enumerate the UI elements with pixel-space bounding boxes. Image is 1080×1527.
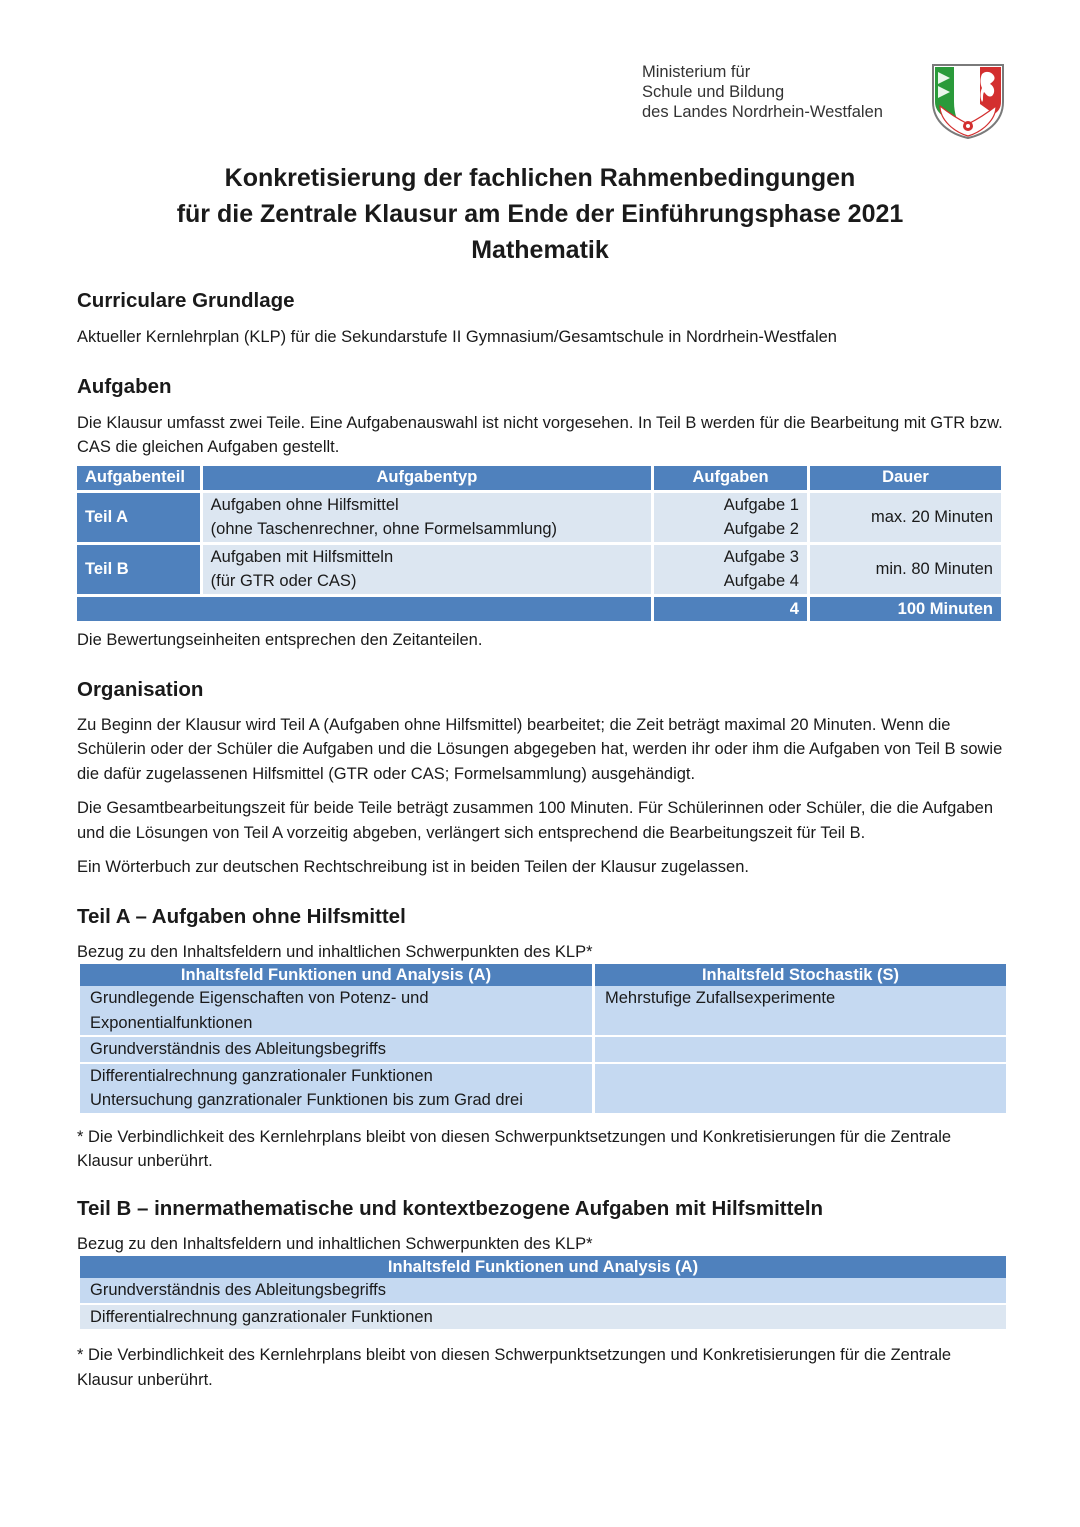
stochastik-item: Mehrstufige Zufallsexperimente xyxy=(594,986,1007,1036)
table-row xyxy=(80,1063,1006,1113)
analysis-item xyxy=(80,1063,594,1113)
ministry-name xyxy=(642,62,883,122)
nrw-coat-of-arms-icon xyxy=(930,62,1006,140)
analysis-item-line: Differentialrechnung ganzrationaler Funktionen xyxy=(90,1066,433,1085)
analysis-item: Grundverständnis des Ableitungsbegriffs xyxy=(80,1036,594,1063)
document-title xyxy=(0,160,1080,268)
col-funktionen-analysis: Inhaltsfeld Funktionen und Analysis (A) xyxy=(80,1256,1006,1278)
total-duration: 100 Minuten xyxy=(810,597,1001,622)
table-row xyxy=(80,1278,1006,1304)
title-line-3: Mathematik xyxy=(471,236,609,264)
total-spacer xyxy=(77,597,651,622)
table-row xyxy=(80,1036,1006,1063)
teil-b-heading: Teil B – innermathematische und kontextbezogene Aufgaben mit Hilfsmitteln xyxy=(77,1196,824,1220)
tasks-total-row xyxy=(77,597,1001,622)
task-type-detail: (für GTR oder CAS) xyxy=(210,572,357,590)
teil-a-footnote: * Die Verbindlichkeit des Kernlehrplans bleibt von diesen Schwerpunktsetzungen und Konkretisierungen für die Zentrale Klausur unberührt. xyxy=(77,1127,952,1170)
empty-cell xyxy=(594,1036,1007,1063)
task-type xyxy=(203,493,651,542)
analysis-item-line: Untersuchung ganzrationaler Funktionen bis zum Grad drei xyxy=(90,1091,523,1109)
analysis-item: Differentialrechnung ganzrationaler Funktionen xyxy=(80,1304,1006,1330)
col-funktionen-analysis: Inhaltsfeld Funktionen und Analysis (A) xyxy=(80,964,594,986)
task-duration: min. 80 Minuten xyxy=(810,545,1001,594)
curriculum-text: Aktueller Kernlehrplan (KLP) für die Sekundarstufe II Gymnasium/Gesamtschule in Nordrhein-Westfalen xyxy=(77,328,837,346)
teil-a-heading: Teil A – Aufgaben ohne Hilfsmittel xyxy=(77,904,406,928)
task-numbers xyxy=(654,493,807,542)
title-line-1: Konkretisierung der fachlichen Rahmenbedingungen xyxy=(224,164,856,192)
tasks-intro: Die Klausur umfasst zwei Teile. Eine Aufgabenauswahl ist nicht vorgesehen. In Teil B werden für die Bearbeitung mit GTR bzw. CAS die gleichen Aufgaben gestellt. xyxy=(77,413,1003,456)
tasks-note: Die Bewertungseinheiten entsprechen den Zeitanteilen. xyxy=(77,631,483,649)
part-label: Teil B xyxy=(77,545,200,594)
analysis-item-line: Grundlegende Eigenschaften von Potenz- und xyxy=(90,989,429,1007)
task-number: Aufgabe 3 xyxy=(723,547,799,566)
part-label: Teil A xyxy=(77,493,200,542)
task-number: Aufgabe 2 xyxy=(723,520,799,538)
analysis-item-line: Exponentialfunktionen xyxy=(90,1013,253,1032)
teil-a-table xyxy=(80,964,1006,1113)
task-type xyxy=(203,545,651,594)
task-type-detail: (ohne Taschenrechner, ohne Formelsammlung) xyxy=(210,520,558,538)
analysis-item xyxy=(80,986,594,1036)
teil-b-footnote: * Die Verbindlichkeit des Kernlehrplans bleibt von diesen Schwerpunktsetzungen und Konkretisierungen für die Zentrale Klausur unberührt. xyxy=(77,1346,952,1389)
teil-b-table xyxy=(80,1256,1006,1329)
table-row xyxy=(77,493,1001,542)
col-stochastik: Inhaltsfeld Stochastik (S) xyxy=(594,964,1007,986)
teil-a-reference: Bezug zu den Inhaltsfeldern und inhaltlichen Schwerpunkten des KLP* xyxy=(77,942,593,961)
col-dauer: Dauer xyxy=(810,466,1001,490)
col-aufgabenteil: Aufgabenteil xyxy=(77,466,200,490)
tasks-heading: Aufgaben xyxy=(77,374,172,398)
ministry-line-2: Schule und Bildung xyxy=(642,83,785,101)
col-aufgabentyp: Aufgabentyp xyxy=(203,466,651,490)
tasks-table-header xyxy=(77,466,1001,490)
task-number: Aufgabe 1 xyxy=(723,495,799,514)
table-row xyxy=(77,545,1001,594)
organisation-paragraph-2: Die Gesamtbearbeitungszeit für beide Teile beträgt zusammen 100 Minuten. Für Schülerinnen oder Schüler, die die Aufgaben und die Lösungen von Teil A vorzeitig abgeben, verlängert sich entsprechend die Bearbeitungszeit für Teil B. xyxy=(77,799,993,842)
title-line-2: für die Zentrale Klausur am Ende der Einführungsphase 2021 xyxy=(176,200,904,228)
curriculum-heading: Curriculare Grundlage xyxy=(77,289,295,312)
organisation-heading: Organisation xyxy=(77,677,204,701)
teil-b-reference: Bezug zu den Inhaltsfeldern und inhaltlichen Schwerpunkten des KLP* xyxy=(77,1234,593,1253)
tasks-table xyxy=(74,463,1004,625)
ministry-line-1: Ministerium für xyxy=(642,63,751,81)
task-numbers xyxy=(654,545,807,594)
task-type-line: Aufgaben ohne Hilfsmittel xyxy=(210,495,399,514)
task-type-line: Aufgaben mit Hilfsmitteln xyxy=(210,547,394,566)
empty-cell xyxy=(594,1063,1007,1113)
ministry-line-3: des Landes Nordrhein-Westfalen xyxy=(642,103,883,121)
document-body xyxy=(77,286,1007,1392)
analysis-item: Grundverständnis des Ableitungsbegriffs xyxy=(80,1278,1006,1304)
total-tasks: 4 xyxy=(654,597,807,622)
table-row xyxy=(80,986,1006,1036)
task-number: Aufgabe 4 xyxy=(723,572,799,590)
task-duration: max. 20 Minuten xyxy=(810,493,1001,542)
table-row xyxy=(80,1304,1006,1330)
organisation-paragraph-3: Ein Wörterbuch zur deutschen Rechtschreibung ist in beiden Teilen der Klausur zugelassen. xyxy=(77,858,749,876)
organisation-paragraph-1: Zu Beginn der Klausur wird Teil A (Aufgaben ohne Hilfsmittel) bearbeitet; die Zeit beträgt maximal 20 Minuten. Wenn die Schülerin oder der Schüler die Aufgaben und die Lösungen abgegeben hat, werden ihr oder ihm die Aufgaben von Teil B sowie die dafür zugelassenen Hilfsmittel (GTR oder CAS; Formelsammlung) ausgehändigt. xyxy=(77,715,1003,783)
col-aufgaben: Aufgaben xyxy=(654,466,807,490)
